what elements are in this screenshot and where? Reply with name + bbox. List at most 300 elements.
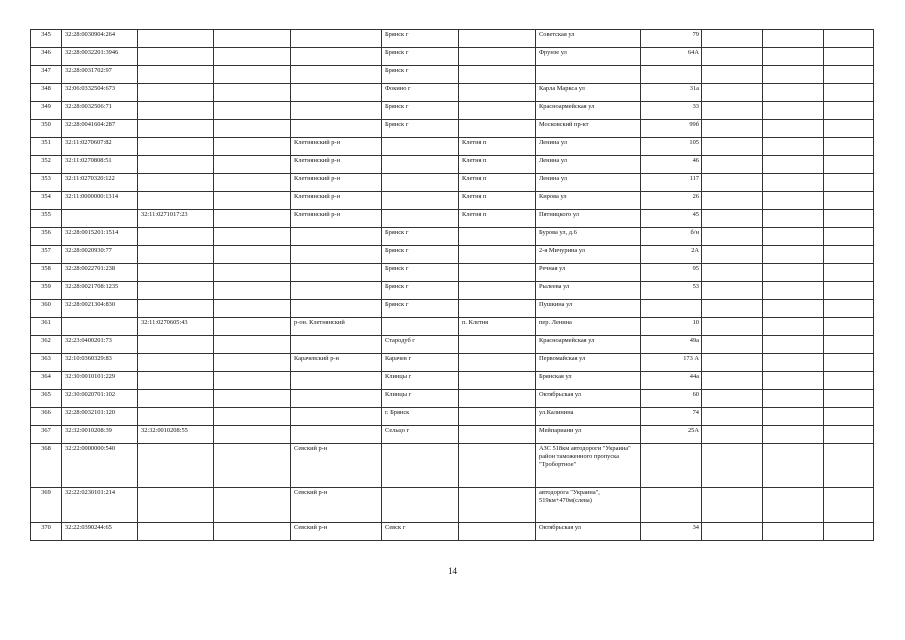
street-cell: Ленина ул: [536, 138, 641, 156]
column-3-cell: [214, 426, 291, 444]
cadastral-number-cell: 32:28:0031702:97: [62, 66, 138, 84]
settlement-cell: [459, 84, 536, 102]
column-12-cell: [824, 372, 874, 390]
district-cell: Клетнянский р-н: [291, 210, 382, 228]
column-12-cell: [824, 426, 874, 444]
cadastral-number-cell: 32:10:0360329:83: [62, 354, 138, 372]
cadastral-number-secondary-cell: [138, 523, 214, 541]
city-cell: [382, 318, 459, 336]
row-number-cell: 356: [31, 228, 62, 246]
settlement-cell: [459, 444, 536, 488]
district-cell: [291, 120, 382, 138]
row-number-cell: 369: [31, 488, 62, 523]
column-11-cell: [763, 84, 824, 102]
column-10-cell: [702, 444, 763, 488]
settlement-cell: Клетня п: [459, 156, 536, 174]
registry-table: [30, 29, 874, 541]
house-number-cell: 45: [641, 210, 702, 228]
row-number-cell: 358: [31, 264, 62, 282]
cadastral-number-secondary-cell: [138, 282, 214, 300]
district-cell: [291, 408, 382, 426]
cadastral-number-cell: 32:30:0020701:102: [62, 390, 138, 408]
cadastral-number-secondary-cell: [138, 30, 214, 48]
house-number-cell: 46: [641, 156, 702, 174]
column-11-cell: [763, 30, 824, 48]
street-cell: Фрунзе ул: [536, 48, 641, 66]
column-10-cell: [702, 138, 763, 156]
cadastral-number-secondary-cell: [138, 84, 214, 102]
cadastral-number-cell: 32:11:0270808:51: [62, 156, 138, 174]
street-cell: Речная ул: [536, 264, 641, 282]
cadastral-number-secondary-cell: 32:32:0010208:55: [138, 426, 214, 444]
settlement-cell: [459, 426, 536, 444]
district-cell: Севский р-н: [291, 488, 382, 523]
cadastral-number-cell: 32:28:0020930:77: [62, 246, 138, 264]
house-number-cell: 95: [641, 264, 702, 282]
row-number-cell: 352: [31, 156, 62, 174]
table-row: [31, 30, 874, 48]
cadastral-number-secondary-cell: 32:11:0271017:23: [138, 210, 214, 228]
settlement-cell: [459, 390, 536, 408]
settlement-cell: [459, 264, 536, 282]
cadastral-number-cell: 32:28:0022701:238: [62, 264, 138, 282]
cadastral-number-cell: 32:28:0041604:287: [62, 120, 138, 138]
street-cell: автодорога "Украина", 519км+470м(слева): [536, 488, 641, 523]
column-10-cell: [702, 48, 763, 66]
district-cell: Севский р-н: [291, 523, 382, 541]
city-cell: Брянск г: [382, 300, 459, 318]
column-12-cell: [824, 192, 874, 210]
house-number-cell: 33: [641, 102, 702, 120]
district-cell: Клетнянский р-н: [291, 156, 382, 174]
house-number-cell: 53: [641, 282, 702, 300]
table-row: [31, 282, 874, 300]
column-10-cell: [702, 523, 763, 541]
column-3-cell: [214, 228, 291, 246]
cadastral-number-secondary-cell: [138, 488, 214, 523]
column-10-cell: [702, 174, 763, 192]
settlement-cell: [459, 66, 536, 84]
street-cell: Московский пр-кт: [536, 120, 641, 138]
cadastral-number-cell: 32:22:0230101:214: [62, 488, 138, 523]
city-cell: Стародуб г: [382, 336, 459, 354]
column-12-cell: [824, 156, 874, 174]
column-10-cell: [702, 30, 763, 48]
city-cell: [382, 174, 459, 192]
street-cell: Ленина ул: [536, 174, 641, 192]
column-12-cell: [824, 282, 874, 300]
house-number-cell: 49а: [641, 336, 702, 354]
cadastral-number-secondary-cell: [138, 192, 214, 210]
column-11-cell: [763, 282, 824, 300]
house-number-cell: 60: [641, 390, 702, 408]
column-10-cell: [702, 336, 763, 354]
column-11-cell: [763, 523, 824, 541]
row-number-cell: 362: [31, 336, 62, 354]
table-row: [31, 354, 874, 372]
column-11-cell: [763, 408, 824, 426]
district-cell: Клетнянский р-н: [291, 138, 382, 156]
cadastral-number-cell: [62, 318, 138, 336]
house-number-cell: 99б: [641, 120, 702, 138]
table-row: [31, 156, 874, 174]
city-cell: Брянск г: [382, 66, 459, 84]
house-number-cell: 105: [641, 138, 702, 156]
city-cell: Брянск г: [382, 48, 459, 66]
city-cell: Брянск г: [382, 30, 459, 48]
table-row: [31, 102, 874, 120]
column-12-cell: [824, 174, 874, 192]
column-12-cell: [824, 102, 874, 120]
column-10-cell: [702, 210, 763, 228]
row-number-cell: 364: [31, 372, 62, 390]
table-row: [31, 372, 874, 390]
column-10-cell: [702, 488, 763, 523]
column-10-cell: [702, 390, 763, 408]
column-3-cell: [214, 318, 291, 336]
column-3-cell: [214, 156, 291, 174]
cadastral-number-secondary-cell: [138, 354, 214, 372]
district-cell: [291, 300, 382, 318]
row-number-cell: 368: [31, 444, 62, 488]
column-3-cell: [214, 210, 291, 228]
district-cell: [291, 30, 382, 48]
cadastral-number-cell: 32:23:0400201:73: [62, 336, 138, 354]
district-cell: [291, 390, 382, 408]
column-3-cell: [214, 30, 291, 48]
column-10-cell: [702, 354, 763, 372]
column-11-cell: [763, 174, 824, 192]
cadastral-number-secondary-cell: [138, 246, 214, 264]
column-10-cell: [702, 66, 763, 84]
cadastral-number-cell: 32:11:0270607:82: [62, 138, 138, 156]
column-3-cell: [214, 408, 291, 426]
column-11-cell: [763, 192, 824, 210]
settlement-cell: Клетня п: [459, 192, 536, 210]
column-12-cell: [824, 336, 874, 354]
page-number: 14: [448, 566, 457, 576]
column-3-cell: [214, 264, 291, 282]
column-3-cell: [214, 390, 291, 408]
district-cell: Клетнянский р-н: [291, 174, 382, 192]
table-body: [31, 30, 874, 541]
street-cell: Пятницкого ул: [536, 210, 641, 228]
row-number-cell: 359: [31, 282, 62, 300]
column-11-cell: [763, 102, 824, 120]
table-row: [31, 264, 874, 282]
cadastral-number-cell: 32:06:0332504:673: [62, 84, 138, 102]
table-row: [31, 444, 874, 488]
district-cell: [291, 264, 382, 282]
district-cell: [291, 102, 382, 120]
cadastral-number-secondary-cell: [138, 300, 214, 318]
table-row: [31, 426, 874, 444]
house-number-cell: 44а: [641, 372, 702, 390]
cadastral-number-cell: 32:11:0000000:1314: [62, 192, 138, 210]
table-row: [31, 488, 874, 523]
column-12-cell: [824, 318, 874, 336]
settlement-cell: [459, 48, 536, 66]
column-12-cell: [824, 444, 874, 488]
city-cell: Брянск г: [382, 264, 459, 282]
city-cell: Брянск г: [382, 120, 459, 138]
city-cell: [382, 488, 459, 523]
column-3-cell: [214, 84, 291, 102]
city-cell: Фокино г: [382, 84, 459, 102]
house-number-cell: 34: [641, 523, 702, 541]
settlement-cell: [459, 246, 536, 264]
column-10-cell: [702, 192, 763, 210]
settlement-cell: Клетня п: [459, 210, 536, 228]
column-11-cell: [763, 66, 824, 84]
column-3-cell: [214, 102, 291, 120]
row-number-cell: 363: [31, 354, 62, 372]
street-cell: ул.Калинина: [536, 408, 641, 426]
settlement-cell: [459, 228, 536, 246]
cadastral-number-secondary-cell: 32:11:0270605:43: [138, 318, 214, 336]
table-row: [31, 523, 874, 541]
house-number-cell: б/н: [641, 228, 702, 246]
column-12-cell: [824, 210, 874, 228]
street-cell: Мейпариани ул: [536, 426, 641, 444]
settlement-cell: [459, 488, 536, 523]
street-cell: Первомайская ул: [536, 354, 641, 372]
table-row: [31, 120, 874, 138]
city-cell: [382, 192, 459, 210]
cadastral-number-secondary-cell: [138, 156, 214, 174]
column-12-cell: [824, 264, 874, 282]
district-cell: Карачевский р-н: [291, 354, 382, 372]
city-cell: Карачев г: [382, 354, 459, 372]
cadastral-number-cell: [62, 210, 138, 228]
cadastral-number-secondary-cell: [138, 138, 214, 156]
street-cell: Красноармейская ул: [536, 336, 641, 354]
house-number-cell: 117: [641, 174, 702, 192]
column-12-cell: [824, 120, 874, 138]
column-12-cell: [824, 138, 874, 156]
column-11-cell: [763, 488, 824, 523]
row-number-cell: 348: [31, 84, 62, 102]
column-12-cell: [824, 523, 874, 541]
cadastral-number-cell: 32:22:0390244:65: [62, 523, 138, 541]
column-10-cell: [702, 300, 763, 318]
column-12-cell: [824, 488, 874, 523]
district-cell: [291, 84, 382, 102]
city-cell: [382, 156, 459, 174]
settlement-cell: [459, 282, 536, 300]
city-cell: Клинцы г: [382, 390, 459, 408]
cadastral-number-cell: 32:28:0021304:830: [62, 300, 138, 318]
column-12-cell: [824, 84, 874, 102]
table-row: [31, 48, 874, 66]
cadastral-number-cell: 32:28:0032506:71: [62, 102, 138, 120]
column-10-cell: [702, 246, 763, 264]
cadastral-number-secondary-cell: [138, 120, 214, 138]
column-10-cell: [702, 282, 763, 300]
row-number-cell: 345: [31, 30, 62, 48]
cadastral-number-cell: 32:28:0021708:1235: [62, 282, 138, 300]
column-11-cell: [763, 264, 824, 282]
column-12-cell: [824, 228, 874, 246]
city-cell: [382, 444, 459, 488]
district-cell: [291, 246, 382, 264]
street-cell: Кирова ул: [536, 192, 641, 210]
column-10-cell: [702, 426, 763, 444]
table-row: [31, 246, 874, 264]
house-number-cell: 74: [641, 408, 702, 426]
table-row: [31, 66, 874, 84]
house-number-cell: 79: [641, 30, 702, 48]
cadastral-number-secondary-cell: [138, 174, 214, 192]
row-number-cell: 357: [31, 246, 62, 264]
house-number-cell: [641, 66, 702, 84]
district-cell: [291, 228, 382, 246]
column-11-cell: [763, 336, 824, 354]
cadastral-number-secondary-cell: [138, 102, 214, 120]
street-cell: Бурова ул, д.6: [536, 228, 641, 246]
city-cell: [382, 138, 459, 156]
house-number-cell: [641, 444, 702, 488]
row-number-cell: 354: [31, 192, 62, 210]
district-cell: [291, 66, 382, 84]
column-12-cell: [824, 66, 874, 84]
row-number-cell: 366: [31, 408, 62, 426]
column-3-cell: [214, 138, 291, 156]
city-cell: г. Брянск: [382, 408, 459, 426]
district-cell: Клетнянский р-н: [291, 192, 382, 210]
city-cell: Брянск г: [382, 246, 459, 264]
settlement-cell: [459, 523, 536, 541]
table-row: [31, 300, 874, 318]
city-cell: Клинцы г: [382, 372, 459, 390]
settlement-cell: [459, 336, 536, 354]
row-number-cell: 350: [31, 120, 62, 138]
column-3-cell: [214, 192, 291, 210]
column-11-cell: [763, 156, 824, 174]
settlement-cell: [459, 300, 536, 318]
street-cell: Рылеева ул: [536, 282, 641, 300]
column-10-cell: [702, 156, 763, 174]
cadastral-number-cell: 32:11:0270320:122: [62, 174, 138, 192]
street-cell: 2-я Мичурина ул: [536, 246, 641, 264]
city-cell: Брянск г: [382, 282, 459, 300]
table-row: [31, 138, 874, 156]
column-11-cell: [763, 372, 824, 390]
column-10-cell: [702, 408, 763, 426]
street-cell: Карла Маркса ул: [536, 84, 641, 102]
district-cell: [291, 282, 382, 300]
table-row: [31, 318, 874, 336]
column-3-cell: [214, 523, 291, 541]
settlement-cell: [459, 102, 536, 120]
column-11-cell: [763, 210, 824, 228]
cadastral-number-secondary-cell: [138, 444, 214, 488]
column-10-cell: [702, 228, 763, 246]
settlement-cell: [459, 30, 536, 48]
row-number-cell: 370: [31, 523, 62, 541]
cadastral-number-cell: 32:28:0032201:3946: [62, 48, 138, 66]
street-cell: АЗС 518км автодороги "Украина" район таможенного пропуска "Тробортное": [536, 444, 641, 488]
cadastral-number-cell: 32:28:0032101:120: [62, 408, 138, 426]
cadastral-number-secondary-cell: [138, 372, 214, 390]
settlement-cell: п. Клетня: [459, 318, 536, 336]
cadastral-number-cell: 32:22:0000000:540: [62, 444, 138, 488]
row-number-cell: 349: [31, 102, 62, 120]
district-cell: [291, 426, 382, 444]
cadastral-number-secondary-cell: [138, 264, 214, 282]
table-row: [31, 84, 874, 102]
column-3-cell: [214, 488, 291, 523]
column-3-cell: [214, 48, 291, 66]
column-11-cell: [763, 318, 824, 336]
row-number-cell: 367: [31, 426, 62, 444]
column-10-cell: [702, 372, 763, 390]
column-3-cell: [214, 372, 291, 390]
district-cell: [291, 48, 382, 66]
cadastral-number-secondary-cell: [138, 228, 214, 246]
house-number-cell: 26: [641, 192, 702, 210]
column-10-cell: [702, 84, 763, 102]
column-12-cell: [824, 300, 874, 318]
house-number-cell: 173 А: [641, 354, 702, 372]
row-number-cell: 360: [31, 300, 62, 318]
column-11-cell: [763, 426, 824, 444]
street-cell: Пушкина ул: [536, 300, 641, 318]
street-cell: [536, 66, 641, 84]
column-12-cell: [824, 408, 874, 426]
house-number-cell: [641, 300, 702, 318]
row-number-cell: 365: [31, 390, 62, 408]
row-number-cell: 346: [31, 48, 62, 66]
column-3-cell: [214, 444, 291, 488]
cadastral-number-cell: 32:32:0010208:39: [62, 426, 138, 444]
house-number-cell: [641, 488, 702, 523]
table-row: [31, 390, 874, 408]
house-number-cell: 10: [641, 318, 702, 336]
column-10-cell: [702, 120, 763, 138]
column-10-cell: [702, 264, 763, 282]
cadastral-number-secondary-cell: [138, 336, 214, 354]
column-3-cell: [214, 246, 291, 264]
house-number-cell: 25А: [641, 426, 702, 444]
city-cell: Севск г: [382, 523, 459, 541]
cadastral-number-cell: 32:28:0015201:1514: [62, 228, 138, 246]
street-cell: Ленина ул: [536, 156, 641, 174]
column-12-cell: [824, 30, 874, 48]
column-12-cell: [824, 354, 874, 372]
row-number-cell: 361: [31, 318, 62, 336]
street-cell: Брянская ул: [536, 372, 641, 390]
table-row: [31, 408, 874, 426]
settlement-cell: Клетня п: [459, 174, 536, 192]
column-11-cell: [763, 300, 824, 318]
cadastral-number-cell: 32:28:0030904:264: [62, 30, 138, 48]
row-number-cell: 355: [31, 210, 62, 228]
column-10-cell: [702, 318, 763, 336]
street-cell: Красноармейская ул: [536, 102, 641, 120]
street-cell: пер. Ленина: [536, 318, 641, 336]
column-3-cell: [214, 336, 291, 354]
cadastral-number-secondary-cell: [138, 390, 214, 408]
column-3-cell: [214, 66, 291, 84]
house-number-cell: 2А: [641, 246, 702, 264]
column-11-cell: [763, 444, 824, 488]
table-row: [31, 174, 874, 192]
column-3-cell: [214, 120, 291, 138]
column-11-cell: [763, 246, 824, 264]
column-11-cell: [763, 138, 824, 156]
column-10-cell: [702, 102, 763, 120]
